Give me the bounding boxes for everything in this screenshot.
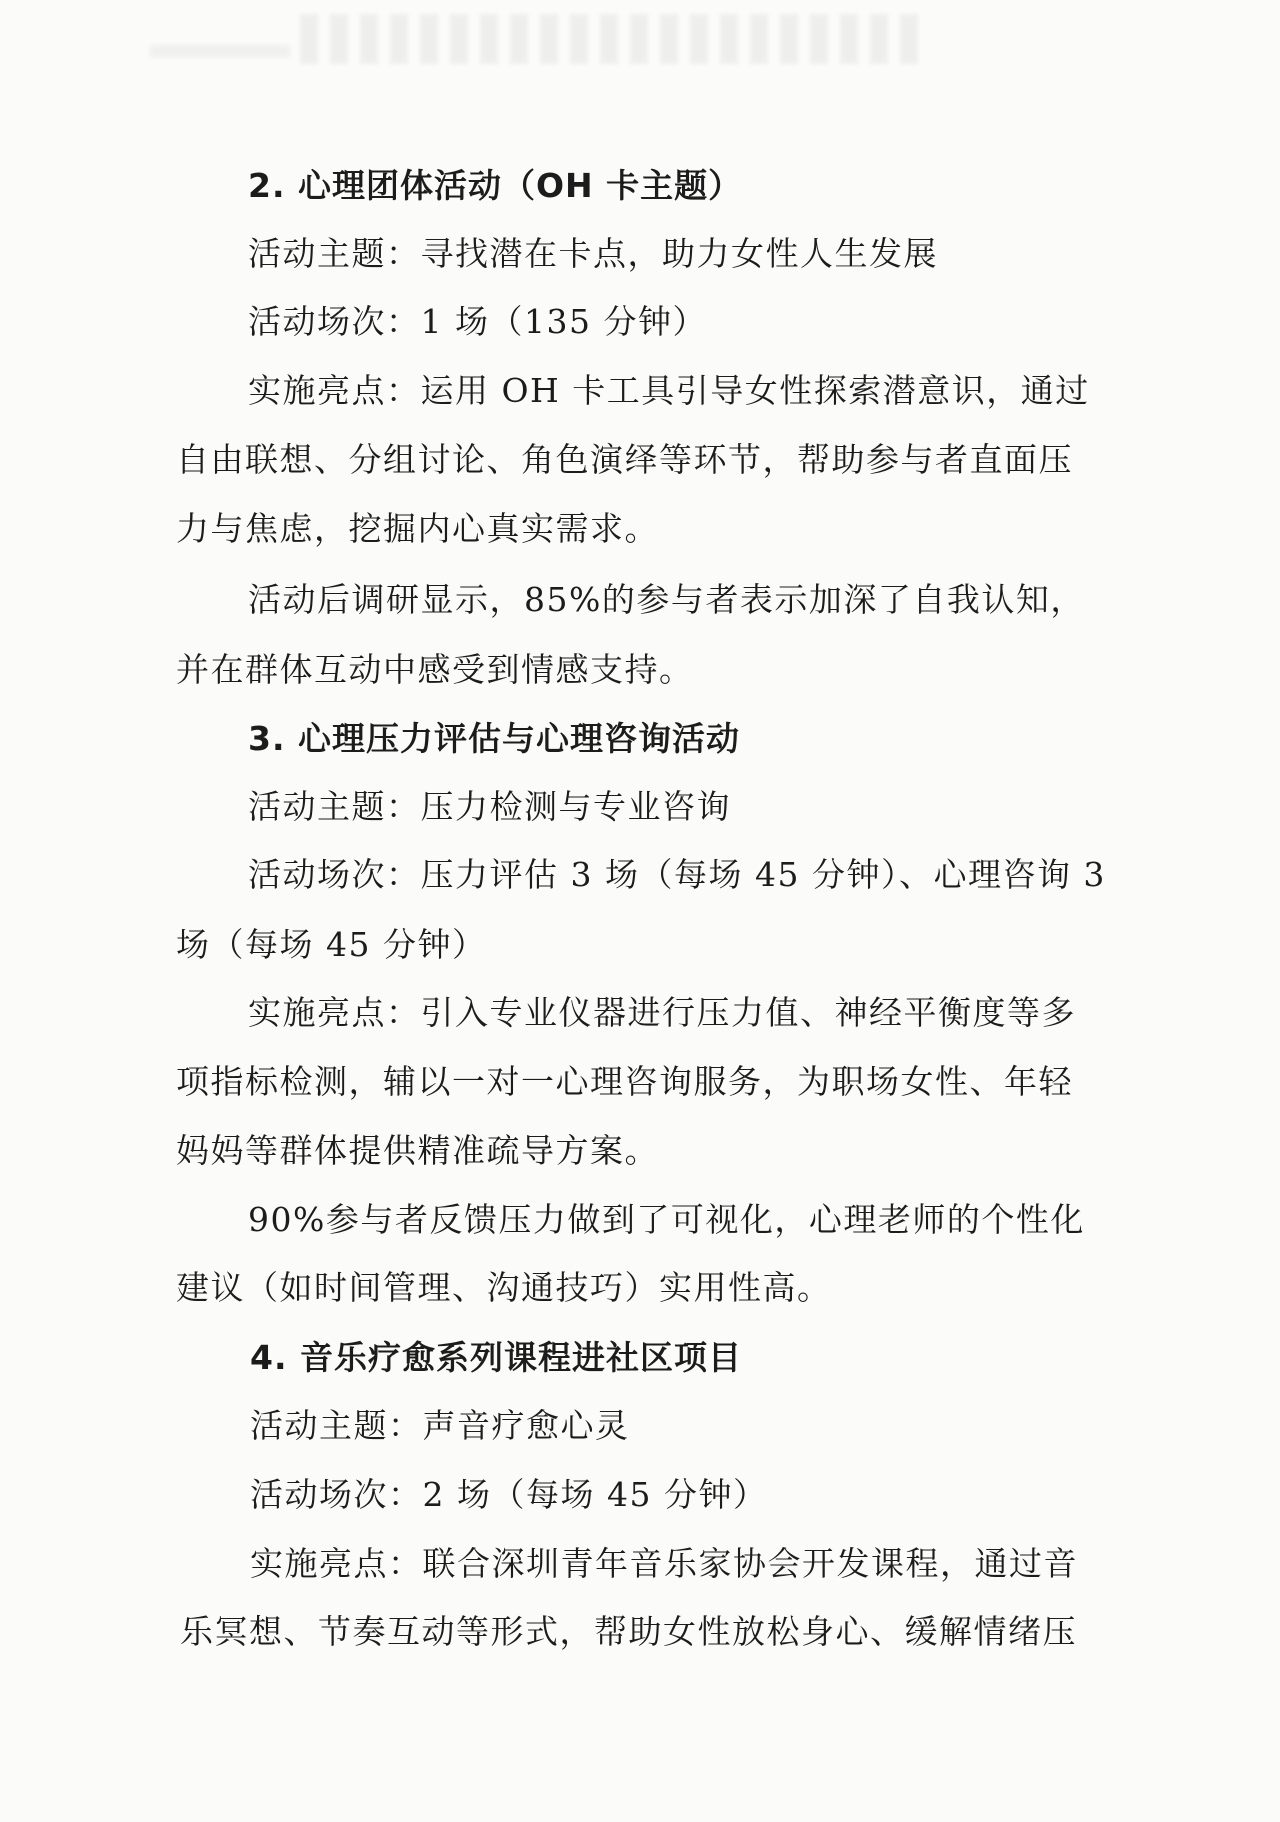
section-3-result-line-2: 建议（如时间管理、沟通技巧）实用性高。 [176,1268,832,1307]
section-4-highlight-line-1: 实施亮点：联合深圳青年音乐家协会开发课程，通过音 [250,1544,1078,1583]
section-4-theme: 活动主题：声音疗愈心灵 [250,1406,630,1445]
section-2-theme: 活动主题：寻找潜在卡点，助力女性人生发展 [248,234,938,273]
section-3-result-line-1: 90%参与者反馈压力做到了可视化，心理老师的个性化 [248,1200,1085,1239]
section-4-heading: 4. 音乐疗愈系列课程进社区项目 [250,1338,742,1377]
scan-bleed-through [300,14,920,64]
section-4-highlight-line-2: 乐冥想、节奏互动等形式，帮助女性放松身心、缓解情绪压 [180,1612,1077,1651]
section-2-highlight-line-3: 力与焦虑，挖掘内心真实需求。 [176,509,659,548]
section-2-sessions: 活动场次：1 场（135 分钟） [248,302,707,341]
section-3-sessions-line-2: 场（每场 45 分钟） [176,925,487,964]
section-4-sessions: 活动场次：2 场（每场 45 分钟） [250,1475,768,1514]
section-3-sessions-line-1: 活动场次：压力评估 3 场（每场 45 分钟）、心理咨询 3 [248,855,1106,894]
section-3-highlight-line-2: 项指标检测，辅以一对一心理咨询服务，为职场女性、年轻 [176,1062,1073,1101]
section-2-highlight-line-1: 实施亮点：运用 OH 卡工具引导女性探索潜意识，通过 [248,371,1090,410]
section-2-result-line-1: 活动后调研显示，85%的参与者表示加深了自我认知， [248,580,1085,619]
section-2-result-line-2: 并在群体互动中感受到情感支持。 [176,650,694,689]
section-3-theme: 活动主题：压力检测与专业咨询 [248,787,731,826]
section-3-highlight-line-1: 实施亮点：引入专业仪器进行压力值、神经平衡度等多 [248,993,1076,1032]
section-3-highlight-line-3: 妈妈等群体提供精准疏导方案。 [176,1131,659,1170]
section-2-highlight-line-2: 自由联想、分组讨论、角色演绎等环节，帮助参与者直面压 [176,440,1073,479]
scan-bleed-through-small [150,45,290,57]
section-3-heading: 3. 心理压力评估与心理咨询活动 [248,719,740,758]
section-2-heading: 2. 心理团体活动（OH 卡主题） [248,166,743,205]
